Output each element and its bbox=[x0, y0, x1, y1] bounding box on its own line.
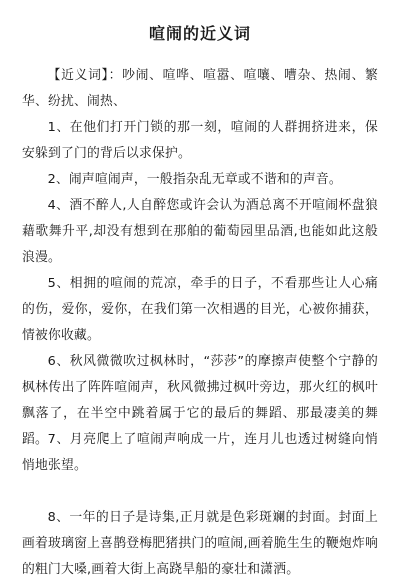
synonym-list-paragraph: 【近义词】：吵闹、喧哗、喧嚣、喧嚷、嘈杂、热闹、繁华、纷扰、闹热、 bbox=[22, 68, 378, 109]
page-title: 喧闹的近义词 bbox=[148, 24, 251, 43]
example-sentence-4: 4、酒不醉人,人自醉您或许会认为酒总离不开喧闹杯盘狼藉歌舞升平,却没有想到在那舶的葡萄园里品酒,也能如此这般浪漫。 bbox=[22, 198, 378, 265]
example-sentence-1: 1、在他们打开门锁的那一刻，喧闹的人群拥挤进来，保安躲到了门的背后以求保护。 bbox=[22, 120, 378, 161]
example-sentence-7: 7、月亮爬上了喧闹声响成一片，连月儿也透过树缝向悄悄地张望。 bbox=[22, 432, 378, 473]
example-sentence-8: 8、一年的日子是诗集,正月就是色彩斑斓的封面。封面上画着玻璃窗上喜鹊登梅肥猪拱门的喧闹,画着脆生生的鞭炮炸响的粗门大嗓,画着大街上高跷旱船的豪壮和潇洒。 bbox=[22, 510, 378, 577]
example-sentence-5: 5、相拥的喧闹的荒凉，牵手的日子，不看那些让人心痛的伤，爱你，爱你，在我们第一次相遇的目光，心被你捕获，情被你收藏。 bbox=[22, 276, 378, 343]
example-sentence-2: 2、闹声喧闹声，一般指杂乱无章或不谐和的声音。 bbox=[47, 172, 342, 187]
example-sentence-6: 6、秋风微微吹过枫林时，“莎莎”的摩擦声使整个宁静的枫林传出了阵阵喧闹声，秋风微拂过枫叶旁边，那火红的枫叶飘落了，在半空中跳着属于它的最后的舞蹈、那最凄美的舞蹈。 bbox=[22, 354, 378, 447]
